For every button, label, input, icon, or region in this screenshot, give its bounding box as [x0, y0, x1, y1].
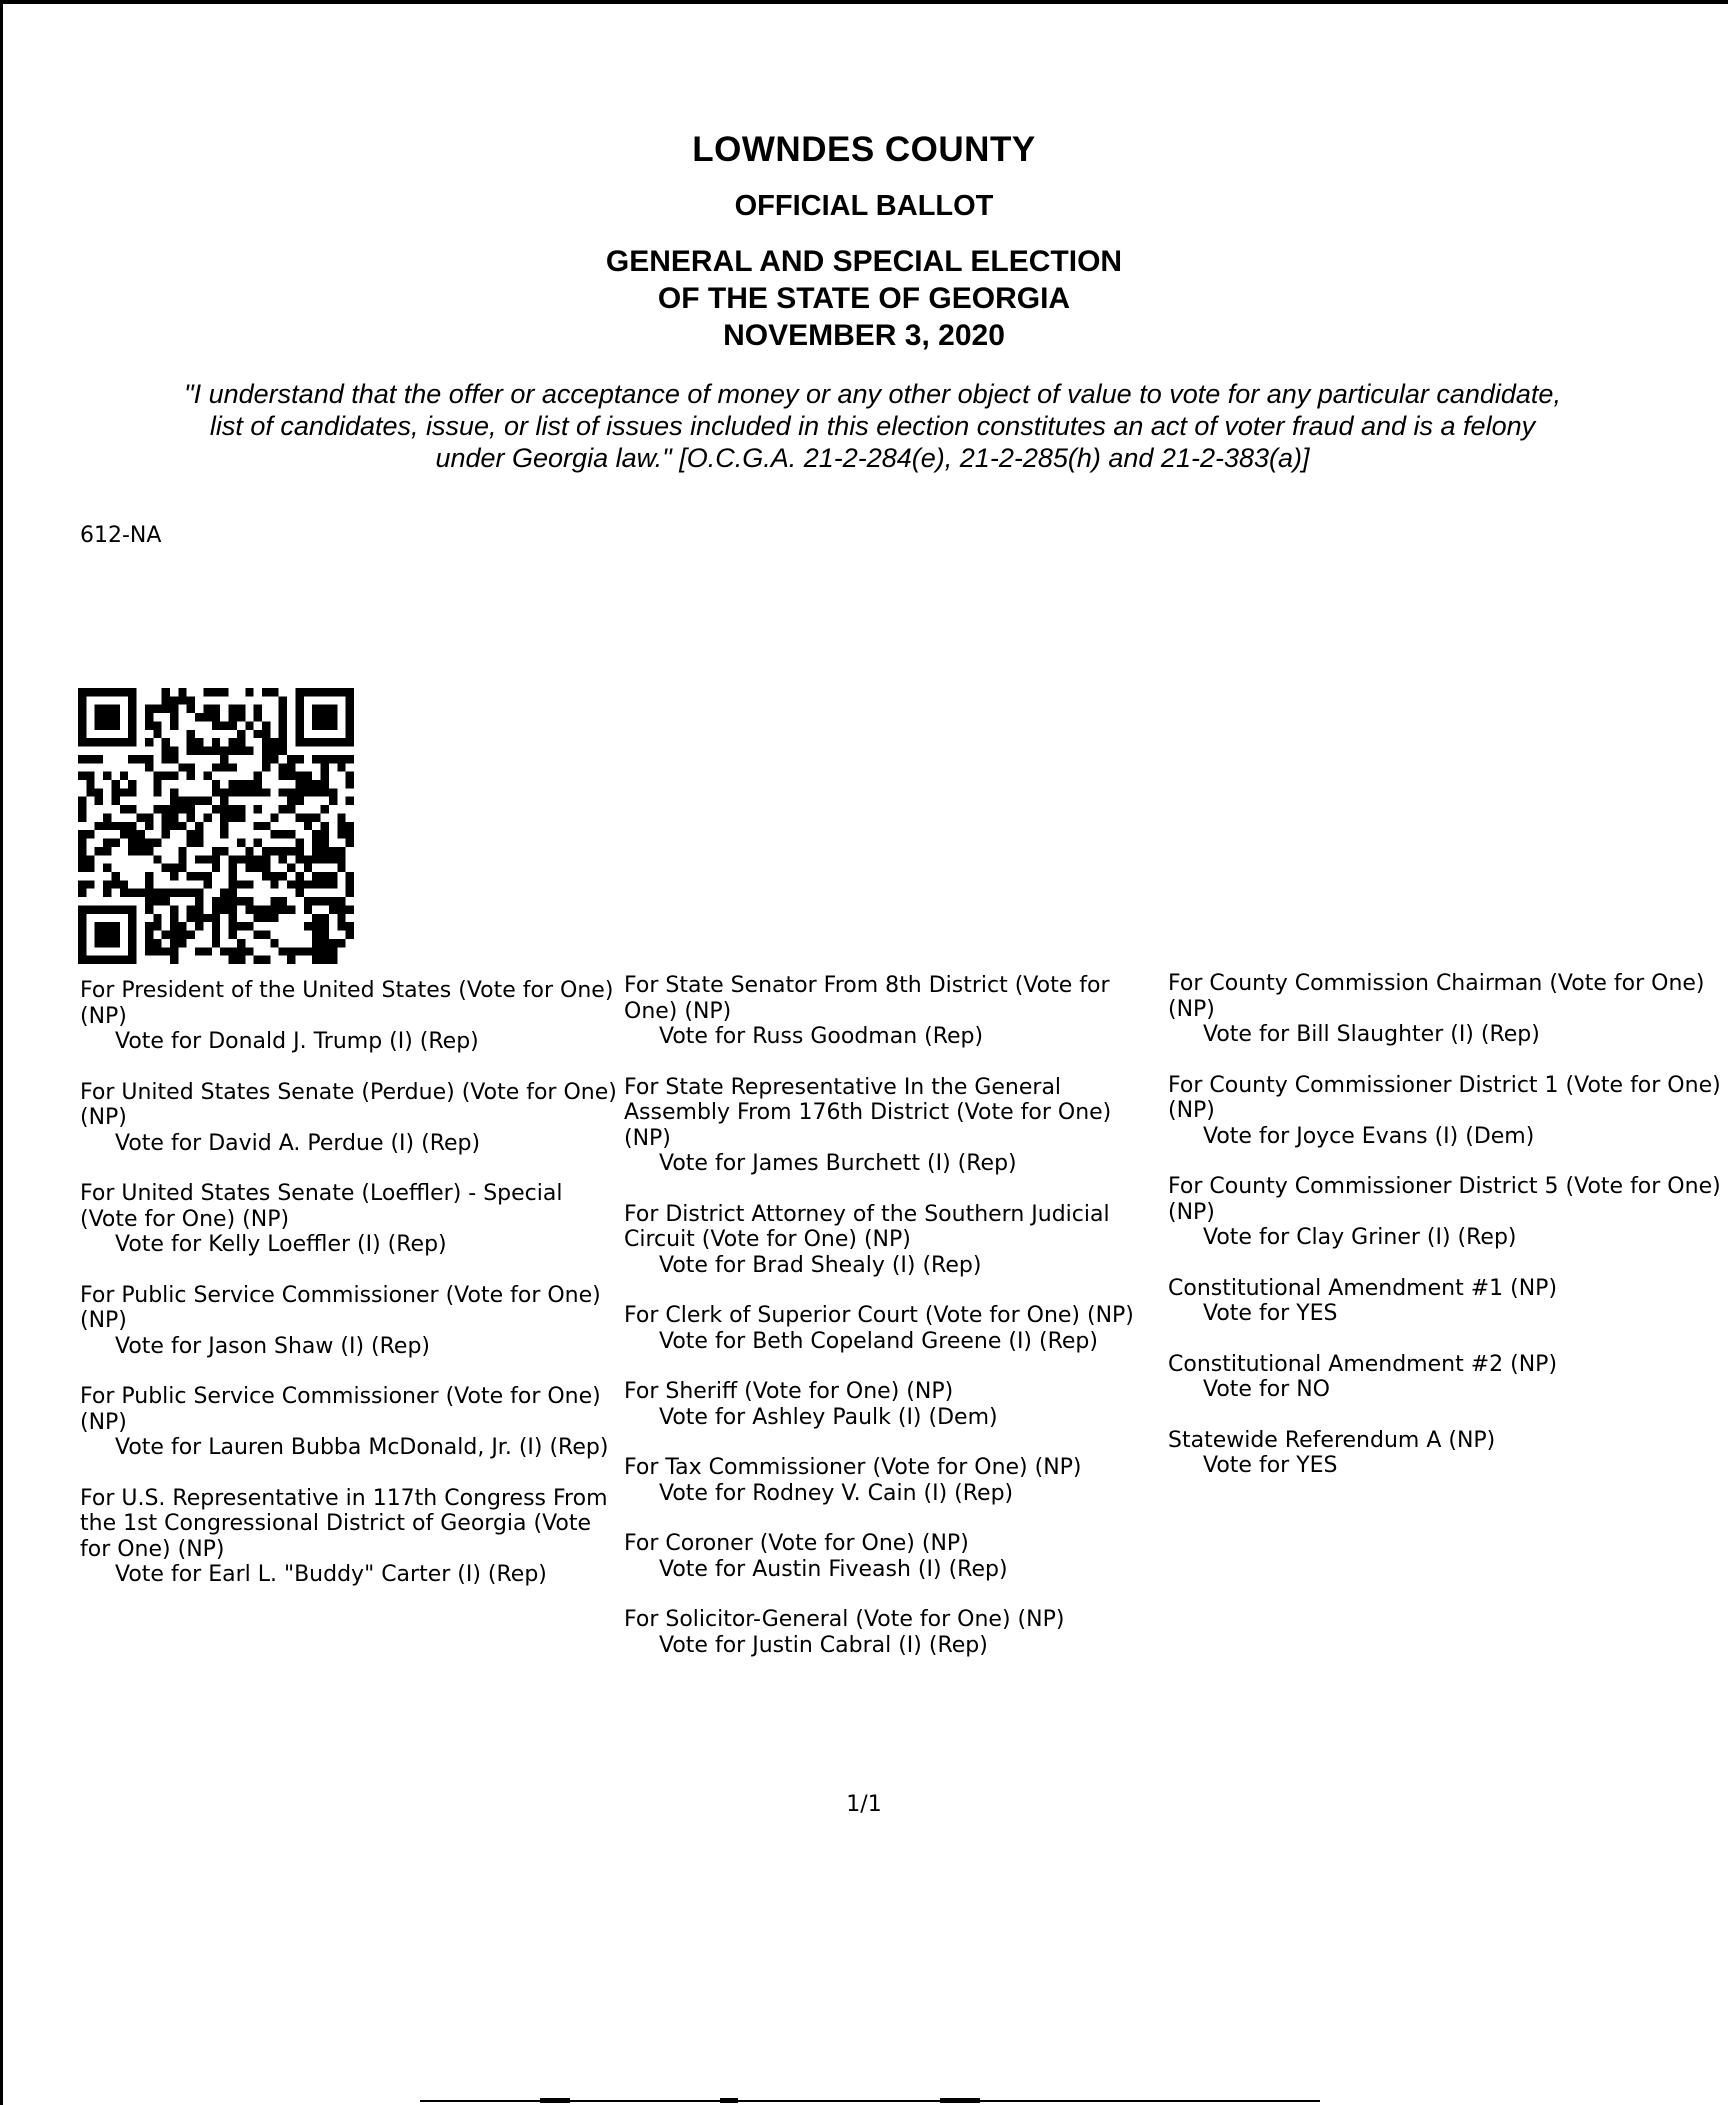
- race-title: For Coroner (Vote for One) (NP): [624, 1531, 969, 1556]
- oath-line-2: list of candidates, issue, or list of issues included in this election constitutes an act of voter fraud and is a felony: [209, 411, 1536, 441]
- race-selection: Vote for Clay Griner (I) (Rep): [1203, 1225, 1517, 1250]
- race-title: For Public Service Commissioner (Vote for One) (NP): [80, 1384, 601, 1435]
- race-title: For County Commissioner District 5 (Vote for One) (NP): [1168, 1174, 1721, 1225]
- races-column-3: [1168, 971, 1728, 1504]
- race-selection: Vote for Ashley Paulk (I) (Dem): [659, 1404, 998, 1430]
- race-block: [1168, 1073, 1728, 1150]
- race-block: [80, 1080, 620, 1157]
- race-block: [80, 1181, 620, 1258]
- race-selection: Vote for NO: [1203, 1377, 1330, 1402]
- race-block: [1168, 1428, 1728, 1479]
- race-block: [1168, 971, 1728, 1048]
- race-selection: Vote for Earl L. "Buddy" Carter (I) (Rep): [115, 1562, 547, 1587]
- race-block: [624, 1531, 1164, 1582]
- race-selection: Vote for Russ Goodman (Rep): [659, 1024, 984, 1049]
- race-title: Constitutional Amendment #2 (NP): [1168, 1351, 1558, 1377]
- election-title: [0, 243, 1728, 354]
- race-title: For Clerk of Superior Court (Vote for One) (NP): [624, 1303, 1134, 1328]
- race-selection: Vote for David A. Perdue (I) (Rep): [115, 1130, 481, 1156]
- race-selection: Vote for YES: [1203, 1301, 1338, 1326]
- race-block: [1168, 1174, 1728, 1251]
- race-block: [624, 1303, 1164, 1354]
- race-title: For Tax Commissioner (Vote for One) (NP): [624, 1455, 1082, 1480]
- races-column-2: [624, 973, 1164, 1683]
- race-block: [80, 1486, 620, 1588]
- race-selection: Vote for Kelly Loeffler (I) (Rep): [115, 1232, 447, 1257]
- page-number: 1/1: [846, 1792, 882, 1817]
- race-block: [624, 1455, 1164, 1506]
- race-selection: Vote for Rodney V. Cain (I) (Rep): [659, 1480, 1014, 1506]
- ballot-style-id: 612-NA: [80, 523, 162, 548]
- ballot-header: [0, 130, 1728, 354]
- race-title: Statewide Referendum A (NP): [1168, 1427, 1496, 1453]
- race-title: For United States Senate (Loeffler) - Special (Vote for One) (NP): [80, 1181, 563, 1232]
- race-block: [80, 1384, 620, 1461]
- race-selection: Vote for YES: [1203, 1453, 1338, 1478]
- race-selection: Vote for Brad Shealy (I) (Rep): [659, 1252, 982, 1278]
- race-selection: Vote for Donald J. Trump (I) (Rep): [115, 1029, 479, 1054]
- race-block: [624, 1202, 1164, 1279]
- race-block: [624, 1379, 1164, 1430]
- county-title: LOWNDES COUNTY: [692, 130, 1036, 169]
- race-selection: Vote for Austin Fiveash (I) (Rep): [659, 1556, 1008, 1582]
- election-line-1: GENERAL AND SPECIAL ELECTION: [605, 245, 1123, 278]
- race-selection: Vote for Lauren Bubba McDonald, Jr. (I) (Rep): [115, 1435, 609, 1460]
- qr-code: [78, 688, 354, 964]
- voter-fraud-oath: [100, 378, 1645, 474]
- election-line-2: OF THE STATE OF GEORGIA: [657, 282, 1071, 315]
- oath-line-1: "I understand that the offer or acceptance of money or any other object of value to vote for any particular candidate,: [184, 379, 1561, 409]
- race-selection: Vote for Bill Slaughter (I) (Rep): [1203, 1022, 1540, 1047]
- race-block: [80, 1283, 620, 1360]
- race-title: Constitutional Amendment #1 (NP): [1168, 1275, 1558, 1301]
- race-title: For Sheriff (Vote for One) (NP): [624, 1379, 954, 1404]
- race-selection: Vote for James Burchett (I) (Rep): [659, 1151, 1017, 1176]
- race-block: [1168, 1352, 1728, 1403]
- race-block: [624, 973, 1164, 1050]
- race-title: For Solicitor-General (Vote for One) (NP): [624, 1607, 1065, 1632]
- bottom-scan-marks: [420, 2096, 1320, 2105]
- election-date: NOVEMBER 3, 2020: [723, 319, 1005, 352]
- race-title: For State Senator From 8th District (Vote for One) (NP): [624, 973, 1110, 1024]
- race-block: [624, 1075, 1164, 1177]
- race-block: [624, 1607, 1164, 1658]
- races-column-1: [80, 978, 620, 1613]
- race-title: For State Representative In the General Assembly From 176th District (Vote for One) (NP): [624, 1074, 1112, 1151]
- ballot-type: OFFICIAL BALLOT: [734, 190, 994, 222]
- race-selection: Vote for Joyce Evans (I) (Dem): [1203, 1123, 1535, 1149]
- race-selection: Vote for Justin Cabral (I) (Rep): [659, 1632, 988, 1658]
- race-block: [80, 978, 620, 1055]
- page-top-border: [0, 0, 1728, 4]
- race-title: For President of the United States (Vote for One) (NP): [80, 978, 614, 1029]
- race-selection: Vote for Jason Shaw (I) (Rep): [115, 1333, 431, 1359]
- race-selection: Vote for Beth Copeland Greene (I) (Rep): [659, 1328, 1098, 1354]
- race-title: For County Commission Chairman (Vote for One) (NP): [1168, 971, 1705, 1022]
- race-title: For District Attorney of the Southern Judicial Circuit (Vote for One) (NP): [624, 1201, 1110, 1252]
- race-title: For United States Senate (Perdue) (Vote for One) (NP): [80, 1079, 617, 1130]
- race-title: For County Commissioner District 1 (Vote for One) (NP): [1168, 1072, 1721, 1123]
- oath-line-3: under Georgia law." [O.C.G.A. 21-2-284(e), 21-2-285(h) and 21-2-383(a)]: [435, 443, 1310, 473]
- race-title: For Public Service Commissioner (Vote for One) (NP): [80, 1282, 601, 1333]
- race-block: [1168, 1276, 1728, 1327]
- race-title: For U.S. Representative in 117th Congress From the 1st Congressional District of Georgia (Vote for One) (NP): [80, 1485, 608, 1562]
